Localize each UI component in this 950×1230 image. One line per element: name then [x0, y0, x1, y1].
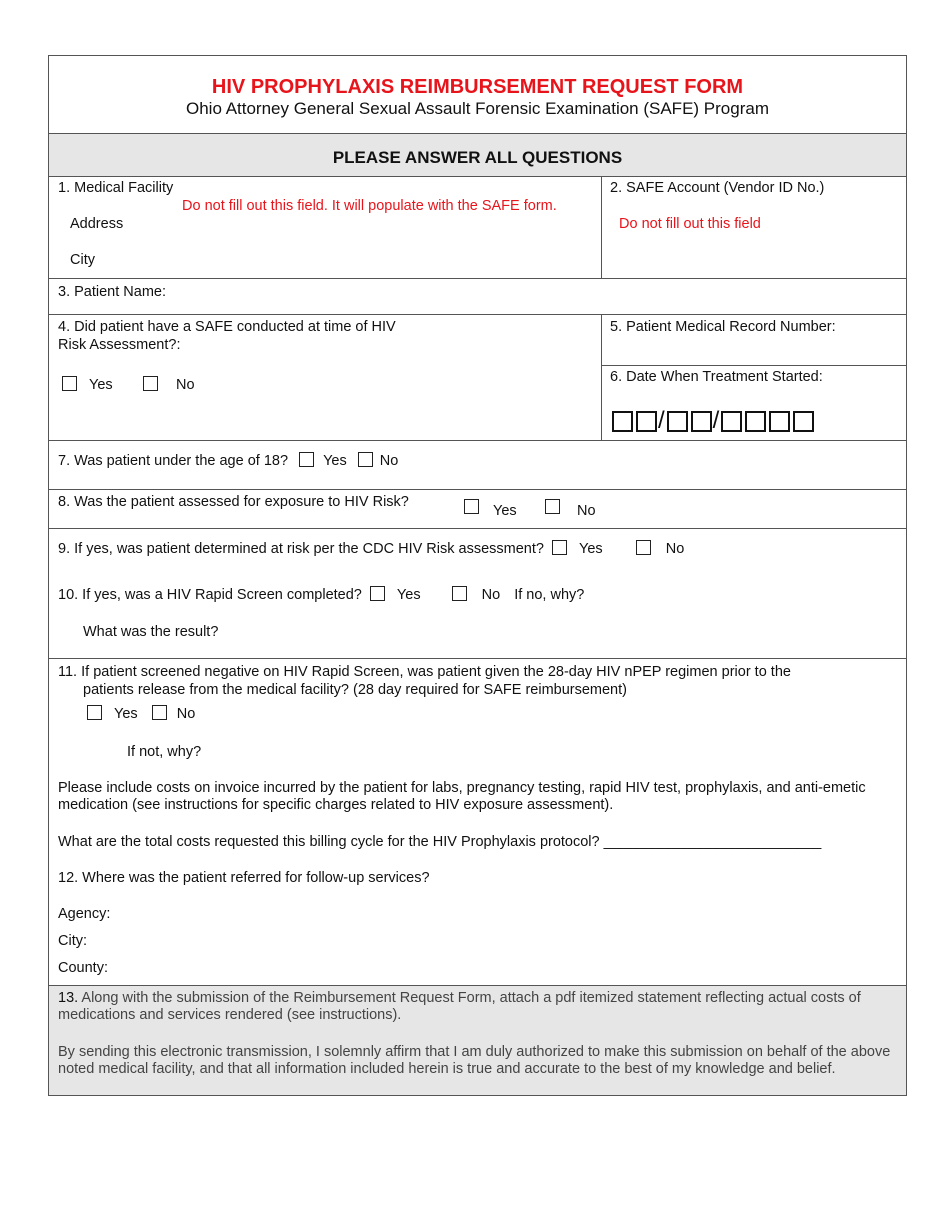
divider	[49, 528, 906, 529]
q4-line2: Risk Assessment?:	[58, 337, 181, 353]
q11-line2: patients release from the medical facility? (28 day required for SAFE reimbursement)	[83, 682, 627, 698]
divider	[49, 314, 906, 315]
q11-why-label[interactable]: If not, why?	[127, 744, 202, 760]
q10-result-label[interactable]: What was the result?	[83, 624, 219, 640]
q2-label: 2. SAFE Account (Vendor ID No.)	[610, 180, 825, 196]
divider	[49, 278, 906, 279]
q5-label[interactable]: 5. Patient Medical Record Number:	[610, 319, 836, 335]
column-divider	[601, 314, 602, 440]
q6-label: 6. Date When Treatment Started:	[610, 369, 823, 385]
q4-line1: 4. Did patient have a SAFE conducted at time of HIV	[58, 319, 396, 335]
divider	[49, 440, 906, 441]
q1-city-label[interactable]: City	[70, 252, 95, 268]
divider	[49, 658, 906, 659]
q6-date-input[interactable]: / /	[612, 407, 817, 435]
q12-label: 12. Where was the patient referred for follow-up services?	[58, 870, 430, 886]
q8-yes-option[interactable]: Yes	[464, 499, 517, 516]
form-subtitle: Ohio Attorney General Sexual Assault Forensic Examination (SAFE) Program	[186, 99, 769, 118]
instruction-heading: PLEASE ANSWER ALL QUESTIONS	[332, 148, 623, 167]
date-digit-box[interactable]	[745, 411, 766, 432]
date-digit-box[interactable]	[769, 411, 790, 432]
q9-yes-checkbox[interactable]	[552, 540, 567, 555]
q12-city-label[interactable]: City:	[58, 933, 87, 949]
total-costs-field[interactable]: What are the total costs requested this billing cycle for the HIV Prophylaxis protocol? ___________________________	[58, 834, 822, 850]
q12-county-label[interactable]: County:	[58, 960, 108, 976]
date-digit-box[interactable]	[636, 411, 657, 432]
divider	[49, 489, 906, 490]
q1-address-label[interactable]: Address	[70, 216, 124, 232]
q8-no-checkbox[interactable]	[545, 499, 560, 514]
date-digit-box[interactable]	[691, 411, 712, 432]
q7-row: 7. Was patient under the age of 18? Yes No	[58, 453, 399, 469]
column-divider	[601, 176, 602, 278]
divider	[49, 176, 906, 177]
q11-no-checkbox[interactable]	[152, 705, 167, 720]
q9-row: 9. If yes, was patient determined at risk per the CDC HIV Risk assessment? Yes No	[58, 541, 685, 557]
q4-yes-checkbox[interactable]	[62, 376, 77, 391]
q2-note: Do not fill out this field	[619, 216, 761, 232]
q12-agency-label[interactable]: Agency:	[58, 906, 111, 922]
q7-yes-checkbox[interactable]	[299, 452, 314, 467]
q1-label: 1. Medical Facility	[58, 180, 174, 196]
q1-note: Do not fill out this field. It will populate with the SAFE form.	[182, 198, 557, 214]
q13-text: 13. Along with the submission of the Reimbursement Request Form, attach a pdf itemized statement reflecting actual costs of medications and services rendered (see instructions).	[58, 990, 861, 1023]
q11-options: Yes No	[87, 705, 195, 722]
reimbursement-form	[48, 55, 907, 1096]
q10-why-label: If no, why?	[514, 587, 585, 603]
q4-no-option[interactable]: No	[143, 376, 195, 393]
date-digit-box[interactable]	[612, 411, 633, 432]
divider	[601, 365, 906, 366]
q8-label: 8. Was the patient assessed for exposure to HIV Risk?	[58, 494, 409, 510]
q10-no-checkbox[interactable]	[452, 586, 467, 601]
q8-no-option[interactable]: No	[545, 499, 596, 516]
q4-no-checkbox[interactable]	[143, 376, 158, 391]
q11-yes-checkbox[interactable]	[87, 705, 102, 720]
q11-line1: 11. If patient screened negative on HIV Rapid Screen, was patient given the 28-day HIV nPEP regimen prior to the	[58, 664, 791, 680]
q8-yes-checkbox[interactable]	[464, 499, 479, 514]
costs-note: Please include costs on invoice incurred by the patient for labs, pregnancy testing, rapid HIV test, prophylaxis, and anti-emetic medication (see instructions for specific charges related to HIV exposure assessment).	[58, 780, 866, 813]
date-digit-box[interactable]	[721, 411, 742, 432]
q9-no-checkbox[interactable]	[636, 540, 651, 555]
form-title: HIV PROPHYLAXIS REIMBURSEMENT REQUEST FORM	[211, 76, 744, 98]
q3-label[interactable]: 3. Patient Name:	[58, 284, 166, 300]
q10-yes-checkbox[interactable]	[370, 586, 385, 601]
date-digit-box[interactable]	[793, 411, 814, 432]
q7-no-checkbox[interactable]	[358, 452, 373, 467]
date-digit-box[interactable]	[667, 411, 688, 432]
q4-yes-option[interactable]: Yes	[62, 376, 113, 393]
q10-row: 10. If yes, was a HIV Rapid Screen completed? Yes No If no, why?	[58, 587, 585, 603]
affirmation-text: By sending this electronic transmission, I solemnly affirm that I am duly authorized to make this submission on behalf of the above noted medical facility, and that all information included herein is true and accurate to the best of my knowledge and belief.	[58, 1044, 891, 1077]
